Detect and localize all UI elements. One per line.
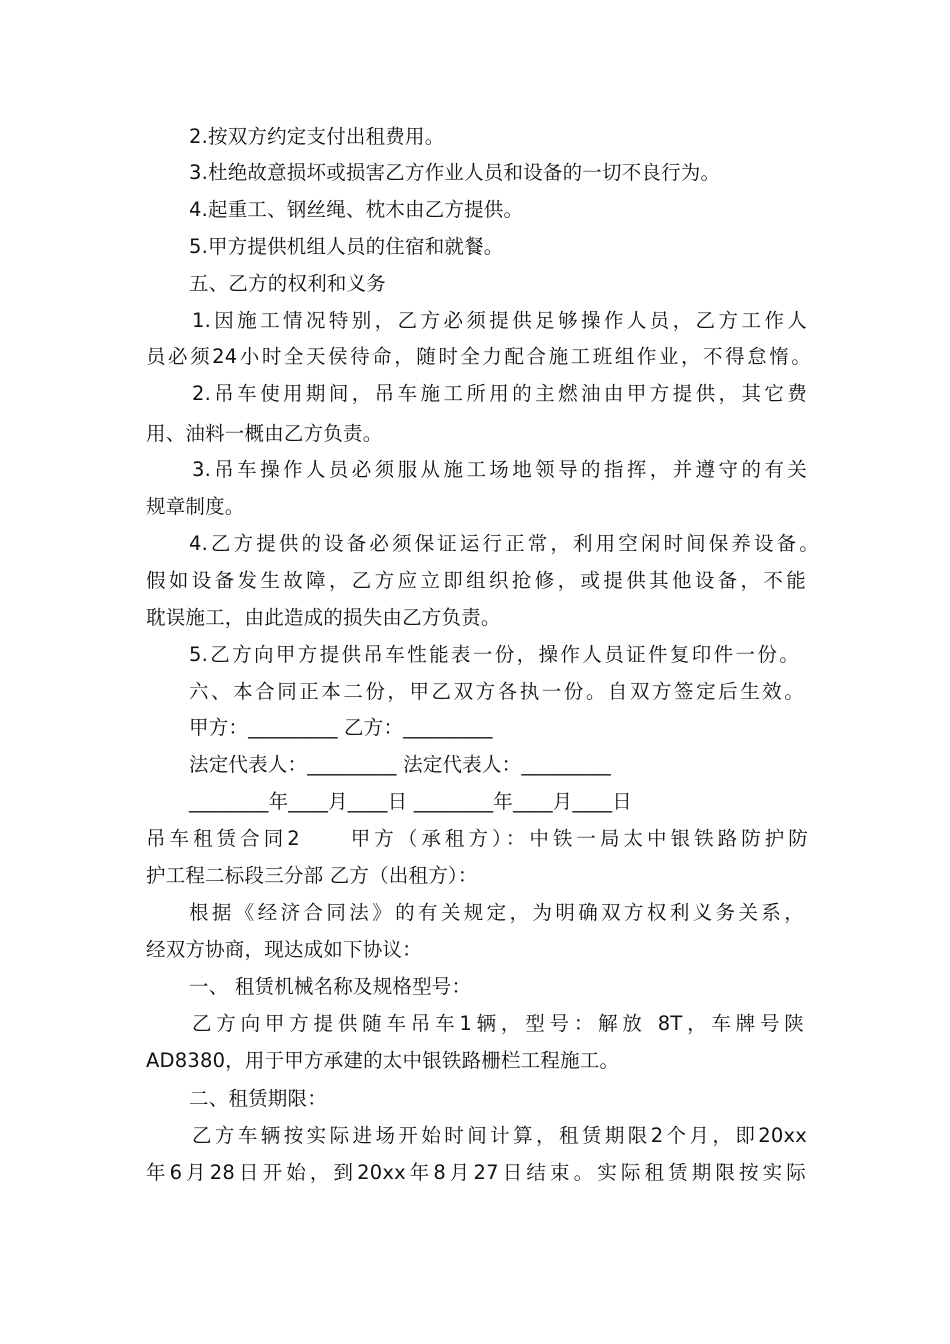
paragraph-line: 护工程二标段三分部 乙方（出租方）：: [146, 864, 478, 887]
paragraph-line: 3.杜绝故意损坏或损害乙方作业人员和设备的一切不良行为。: [189, 161, 721, 184]
signature-line: 法定代表人：_________ 法定代表人：_________: [189, 753, 611, 776]
paragraph-line: 员必须24小时全天侯待命，随时全力配合施工班组作业，不得怠惰。: [146, 345, 811, 368]
paragraph-line: 3.吊车操作人员必须服从施工场地领导的指挥，并遵守的有关: [192, 458, 807, 481]
paragraph-line: 4.起重工、钢丝绳、枕木由乙方提供。: [189, 198, 524, 221]
paragraph-line: 耽误施工，由此造成的损失由乙方负责。: [146, 606, 501, 629]
paragraph-line: 用、油料一概由乙方负责。: [146, 422, 383, 445]
paragraph-line: AD8380，用于甲方承建的太中银铁路栅栏工程施工。: [146, 1049, 620, 1072]
paragraph-line: 经双方协商，现达成如下协议：: [146, 938, 422, 961]
date-line: ________年____月____日 ________年____月____日: [189, 790, 632, 813]
paragraph-line: 假如设备发生故障，乙方应立即组织抢修，或提供其他设备，不能: [146, 569, 806, 592]
paragraph-line: 六、本合同正本二份，甲乙双方各执一份。自双方签定后生效。: [189, 680, 804, 703]
paragraph-line: 4.乙方提供的设备必须保证运行正常，利用空闲时间保养设备。: [189, 532, 819, 555]
paragraph-line: 5.乙方向甲方提供吊车性能表一份，操作人员证件复印件一份。: [189, 643, 799, 666]
paragraph-line: 乙方向甲方提供随车吊车1辆，型号：解放 8T，车牌号陕: [192, 1012, 804, 1035]
paragraph-line: 1.因施工情况特别，乙方必须提供足够操作人员，乙方工作人: [192, 309, 807, 332]
paragraph-line: 年6月28日开始，到20xx年8月27日结束。实际租赁期限按实际: [146, 1161, 806, 1184]
section-heading: 一、 租赁机械名称及规格型号：: [189, 975, 472, 998]
paragraph-line: 2.吊车使用期间，吊车施工所用的主燃油由甲方提供，其它费: [192, 382, 807, 405]
paragraph-line: 2.按双方约定支付出租费用。: [189, 125, 445, 148]
section-heading: 五、乙方的权利和义务: [189, 272, 387, 295]
paragraph-line: 5.甲方提供机组人员的住宿和就餐。: [189, 235, 504, 258]
section-heading: 二、租赁期限：: [189, 1087, 327, 1110]
signature-line: 甲方：_________ 乙方：_________: [189, 716, 493, 739]
contract-title-line: 吊车租赁合同2 甲方（承租方）：中铁一局太中银铁路防护防: [146, 827, 808, 850]
paragraph-line: 根据《经济合同法》的有关规定，为明确双方权利义务关系，: [189, 901, 804, 924]
paragraph-line: 规章制度。: [146, 495, 245, 518]
paragraph-line: 乙方车辆按实际进场开始时间计算，租赁期限2个月，即20xx: [192, 1124, 807, 1147]
